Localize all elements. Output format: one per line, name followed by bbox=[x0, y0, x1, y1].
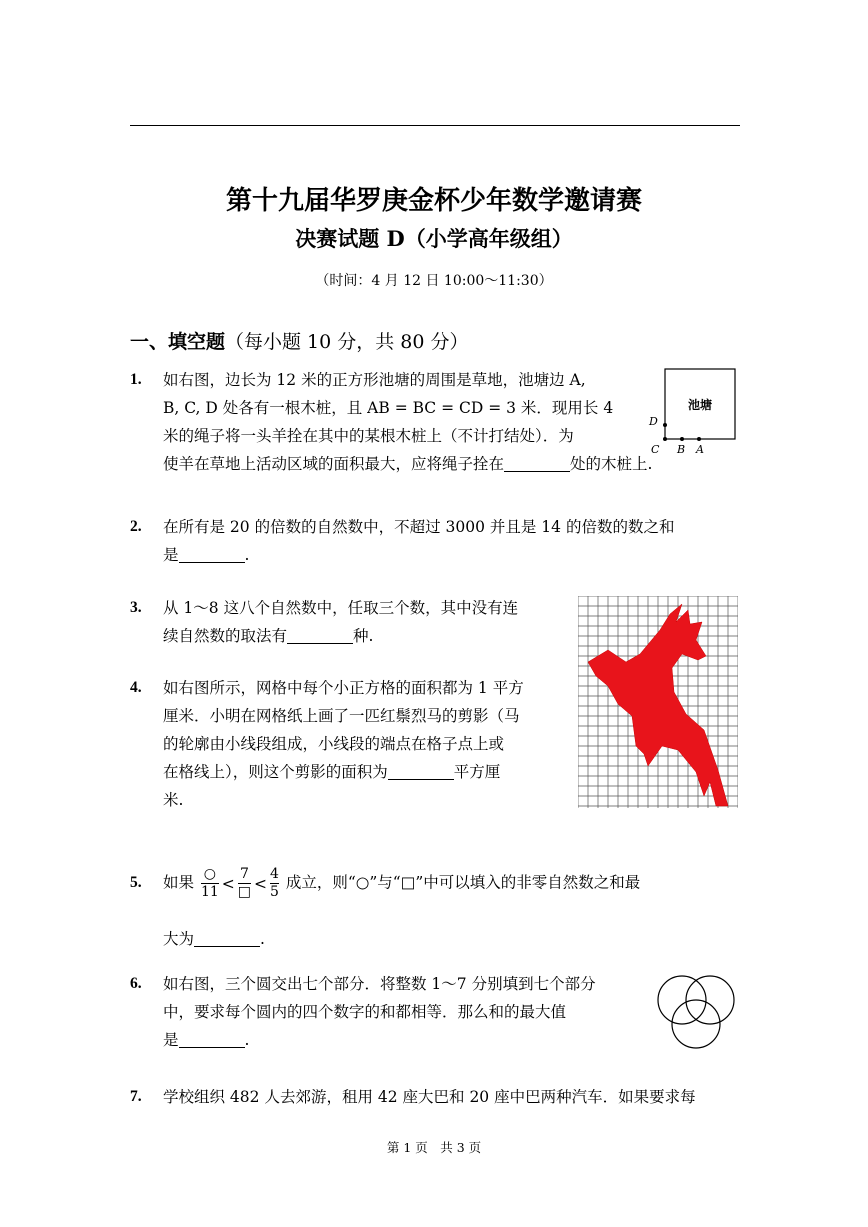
question-number: 4. bbox=[130, 679, 142, 696]
fraction-circle-over-11: $\frac{○}{11}$ bbox=[200, 866, 219, 900]
q4-line-5: 米. bbox=[163, 791, 184, 809]
question-5: 5. 如果 $\frac{○}{11}$ < $\frac{7}{□}$ < $\frac{4}{5}$ 成立，则“○”与“□”中可以填入的非零自然数之和最 bbox=[130, 866, 641, 900]
answer-blank[interactable] bbox=[179, 1029, 245, 1048]
exam-time: （时间：4 月 12 日 10:00～11:30） bbox=[315, 273, 553, 289]
page-title: 第十九届华罗庚金杯少年数学邀请赛 bbox=[225, 186, 642, 216]
question-number: 3. bbox=[130, 599, 142, 616]
question-number: 1. bbox=[130, 371, 142, 388]
q3-line-2: 续自然数的取法有 种. bbox=[163, 627, 374, 645]
section-heading bbox=[130, 327, 469, 354]
page-subtitle: 决赛试题 D（小学高年级组） bbox=[295, 226, 573, 251]
q6-line-2: 中，要求每个圆内的四个数字的和都相等．那么和的最大值 bbox=[163, 1003, 567, 1021]
fraction-4-over-5: $\frac{4}{5}$ bbox=[270, 866, 279, 900]
section-title: 一、填空题 bbox=[130, 331, 226, 353]
answer-blank[interactable] bbox=[388, 761, 454, 780]
section-note: （每小题 10 分，共 80 分） bbox=[225, 331, 469, 353]
q7-line-1: 学校组织 482 人去郊游，租用 42 座大巴和 20 座中巴两种汽车．如果要求每 bbox=[163, 1088, 696, 1106]
q6-line-1: 如右图，三个圆交出七个部分．将整数 1～7 分别填到七个部分 bbox=[163, 975, 596, 993]
horse-grid-figure bbox=[578, 596, 738, 808]
q1-line-4: 使羊在草地上活动区域的面积最大，应将绳子拴在 处的木桩上. bbox=[163, 455, 653, 473]
q6-line-3: 是 . bbox=[163, 1031, 250, 1049]
answer-blank[interactable] bbox=[504, 453, 570, 472]
q1-line-1: 如右图，边长为 12 米的正方形池塘的周围是草地，池塘边 A, bbox=[163, 371, 586, 389]
page-footer: 第 1 页 共 3 页 bbox=[386, 1140, 482, 1155]
question-number: 6. bbox=[130, 975, 142, 992]
q1-line-2: B, C, D 处各有一根木桩，且 AB = BC = CD = 3 米．现用长 4 bbox=[163, 399, 614, 417]
q4-line-3: 的轮廓由小线段组成，小线段的端点在格子点上或 bbox=[163, 735, 505, 753]
q2-line-1: 在所有是 20 的倍数的自然数中，不超过 3000 并且是 14 的倍数的数之和 bbox=[163, 518, 675, 536]
answer-blank[interactable] bbox=[194, 928, 260, 947]
answer-blank[interactable] bbox=[287, 625, 353, 644]
top-rule bbox=[130, 125, 740, 126]
q5-line-2: 大为 . bbox=[163, 930, 265, 948]
q1-line-3: 米的绳子将一头羊拴在其中的某根木桩上（不计打结处）．为 bbox=[163, 427, 574, 445]
pond-figure bbox=[645, 363, 745, 458]
q3-line-1: 从 1～8 这八个自然数中，任取三个数，其中没有连 bbox=[163, 599, 519, 617]
q4-line-1: 如右图所示，网格中每个小正方格的面积都为 1 平方 bbox=[163, 679, 524, 697]
question-number: 5. bbox=[130, 874, 142, 891]
question-number: 2. bbox=[130, 518, 142, 535]
point-a-label: A bbox=[696, 443, 704, 456]
q4-line-4: 在格线上），则这个剪影的面积为 平方厘 bbox=[163, 763, 501, 781]
pond-label: 池塘 bbox=[687, 398, 713, 412]
q4-line-2: 厘米．小明在网格纸上画了一匹红鬃烈马的剪影（马 bbox=[163, 707, 520, 725]
three-circles-figure bbox=[654, 972, 738, 1052]
fraction-7-over-square: $\frac{7}{□}$ bbox=[237, 866, 252, 900]
answer-blank[interactable] bbox=[179, 544, 245, 563]
q2-line-2: 是 . bbox=[163, 546, 250, 564]
point-d-label: D bbox=[649, 415, 658, 428]
question-number: 7. bbox=[130, 1088, 142, 1105]
point-b-label: B bbox=[677, 443, 686, 456]
point-c-label: C bbox=[651, 443, 660, 456]
